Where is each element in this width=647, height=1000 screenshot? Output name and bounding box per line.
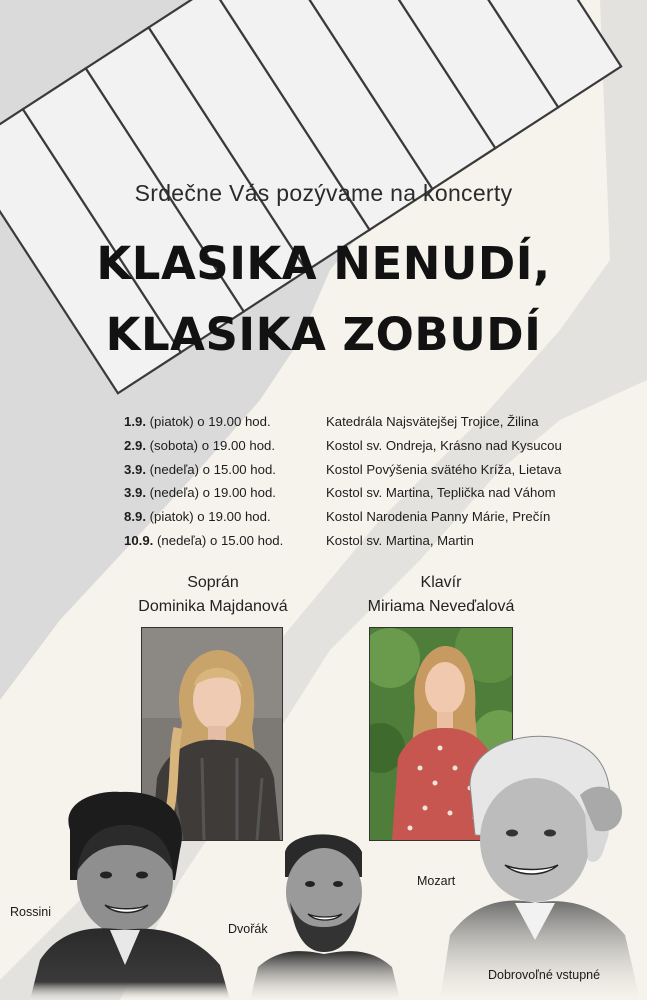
invitation-text: Srdečne Vás pozývame na koncerty bbox=[134, 180, 513, 206]
schedule-venue: Kostol sv. Martina, Martin bbox=[326, 532, 474, 548]
schedule-day-time: (nedeľa) o 15.00 hod. bbox=[153, 532, 284, 548]
schedule-venue: Kostol sv. Ondreja, Krásno nad Kysucou bbox=[326, 437, 562, 453]
performer-role: Soprán bbox=[187, 574, 239, 591]
schedule-venue: Kostol Povýšenia svätého Kríža, Lietava bbox=[326, 461, 562, 477]
schedule-date: 3.9. bbox=[124, 485, 146, 501]
title-line-1: KLASIKA NENUDÍ, bbox=[96, 237, 551, 290]
concert-schedule bbox=[124, 413, 594, 556]
schedule-time bbox=[124, 484, 276, 502]
title-line-2: KLASIKA ZOBUDÍ bbox=[105, 308, 542, 361]
rossini-illustration bbox=[30, 790, 230, 1000]
schedule-day-time: (sobota) o 19.00 hod. bbox=[146, 437, 276, 453]
schedule-time bbox=[124, 532, 283, 550]
schedule-time bbox=[124, 437, 275, 455]
schedule-date: 10.9. bbox=[124, 532, 154, 548]
schedule-time bbox=[124, 508, 271, 526]
schedule-venue: Katedrála Najsvätejšej Trojice, Žilina bbox=[326, 414, 539, 429]
schedule-row bbox=[124, 484, 594, 508]
composer-label-mozart: Mozart bbox=[417, 874, 456, 888]
schedule-date: 3.9. bbox=[124, 461, 146, 477]
free-admission-note: Dobrovoľné vstupné bbox=[488, 968, 601, 982]
schedule-time bbox=[124, 413, 271, 431]
dvorak-illustration bbox=[250, 822, 400, 1000]
schedule-date: 2.9. bbox=[124, 437, 146, 453]
mozart-illustration bbox=[430, 725, 647, 1000]
schedule-row bbox=[124, 437, 594, 461]
composer-label-rossini: Rossini bbox=[10, 905, 51, 919]
schedule-row bbox=[124, 461, 594, 485]
schedule-row bbox=[124, 532, 594, 556]
schedule-date: 8.9. bbox=[124, 509, 146, 525]
schedule-day-time: (nedeľa) o 15.00 hod. bbox=[146, 461, 276, 477]
schedule-venue: Kostol sv. Martina, Teplička nad Váhom bbox=[326, 485, 556, 501]
schedule-date: 1.9. bbox=[124, 414, 146, 429]
schedule-time bbox=[124, 461, 276, 479]
schedule-day-time: (nedeľa) o 19.00 hod. bbox=[146, 485, 276, 501]
schedule-venue: Kostol Narodenia Panny Márie, Prečín bbox=[326, 509, 551, 525]
composer-label-dvorak: Dvořák bbox=[228, 922, 268, 936]
performer-name: Dominika Majdanová bbox=[138, 598, 288, 615]
performer-name: Miriama Neveďalová bbox=[367, 598, 515, 615]
schedule-day-time: (piatok) o 19.00 hod. bbox=[146, 414, 271, 429]
schedule-row bbox=[124, 508, 594, 532]
performer-role: Klavír bbox=[420, 574, 462, 591]
schedule-day-time: (piatok) o 19.00 hod. bbox=[146, 509, 271, 525]
schedule-row bbox=[124, 413, 594, 437]
piano-performer bbox=[331, 571, 551, 619]
soprano-performer bbox=[103, 571, 323, 619]
